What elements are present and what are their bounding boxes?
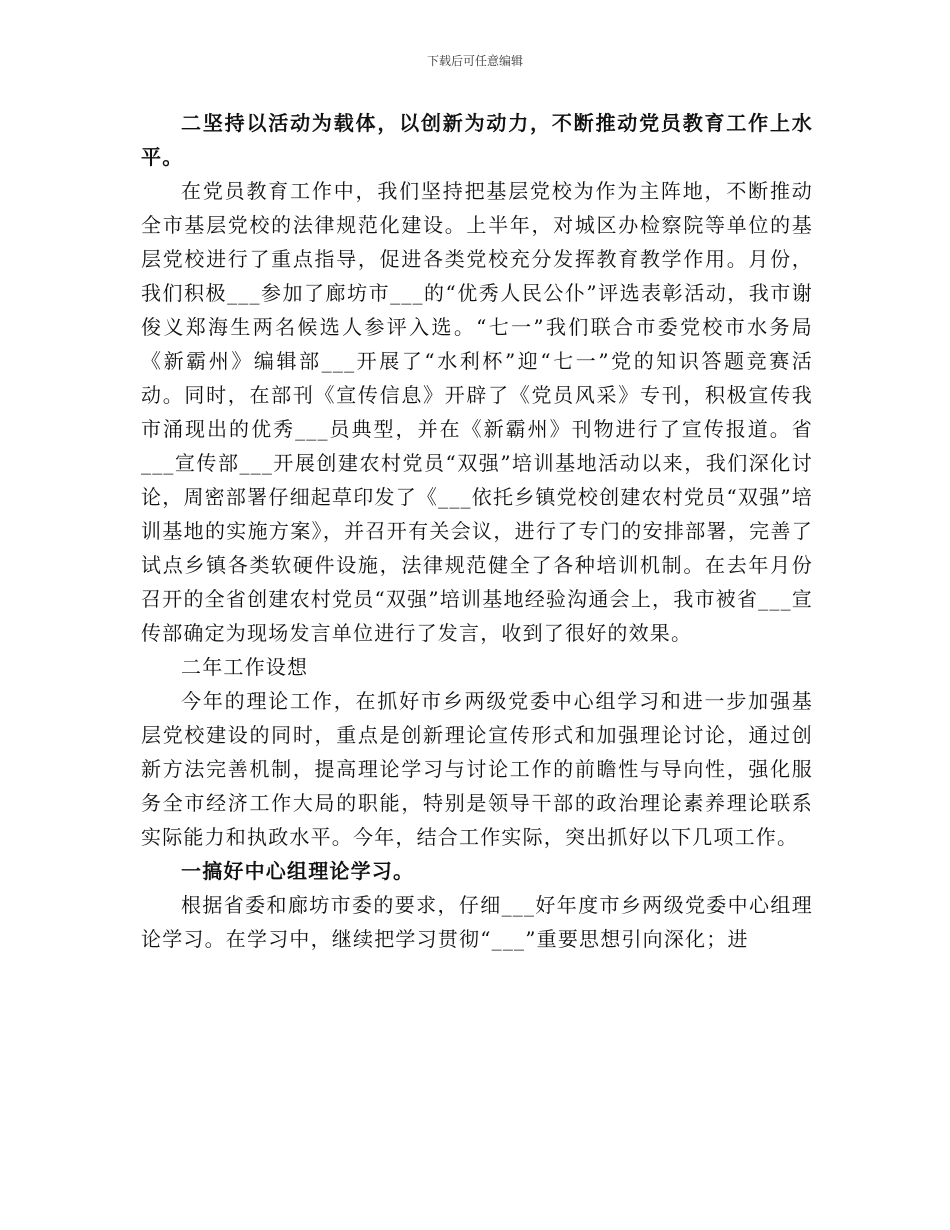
section-subheading: 二年工作设想	[181, 655, 309, 679]
page-header: 下载后可任意编辑	[426, 54, 523, 68]
section-heading: 一搞好中心组理论学习。	[181, 859, 415, 883]
body-paragraph: 在党员教育工作中，我们坚持把基层党校为作为主阵地，不断推动全市基层党校的法律规范化建设。上半年，对城区办检察院等单位的基层党校进行了重点指导，促进各类党校充分发挥教育教学作用。月份，我们积极___参加了廊坊市___的“优秀人民公仆”评选表彰活动，我市谢俊义郑海生两名候选人参评入选。“七一”我们联合市委党校市水务局《新霸州》编辑部___开展了“水利杯”迎“七一”党的知识答题竞赛活动。同时，在部刊《宣传信息》开辟了《党员风采》专刊，积极宣传我市涌现出的优秀___员典型，并在《新霸州》刊物进行了宣传报道。省___宣传部___开展创建农村党员“双强”培训基地活动以来，我们深化讨论，周密部署仔细起草印发了《___依托乡镇党校创建农村党员“双强”培训基地的实施方案》，并召开有关会议，进行了专门的安排部署，完善了试点乡镇各类软硬件设施，法律规范健全了各种培训机制。在去年月份召开的全省创建农村党员“双强”培训基地经验沟通会上，我市被省___宣传部确定为现场发言单位进行了发言，收到了很好的效果。	[141, 179, 813, 645]
document-body	[141, 106, 813, 956]
section-heading: 二坚持以活动为载体，以创新为动力，不断推动党员教育工作上水平。	[141, 111, 813, 169]
body-paragraph: 今年的理论工作，在抓好市乡两级党委中心组学习和进一步加强基层党校建设的同时，重点是创新理论宣传形式和加强理论讨论，通过创新方法完善机制，提高理论学习与讨论工作的前瞻性与导向性，强化服务全市经济工作大局的职能，特别是领导干部的政治理论素养理论联系实际能力和执政水平。今年，结合工作实际，突出抓好以下几项工作。	[141, 689, 813, 849]
body-paragraph: 根据省委和廊坊市委的要求，仔细___好年度市乡两级党委中心组理论学习。在学习中，继续把学习贯彻“___”重要思想引向深化；进	[141, 893, 813, 951]
